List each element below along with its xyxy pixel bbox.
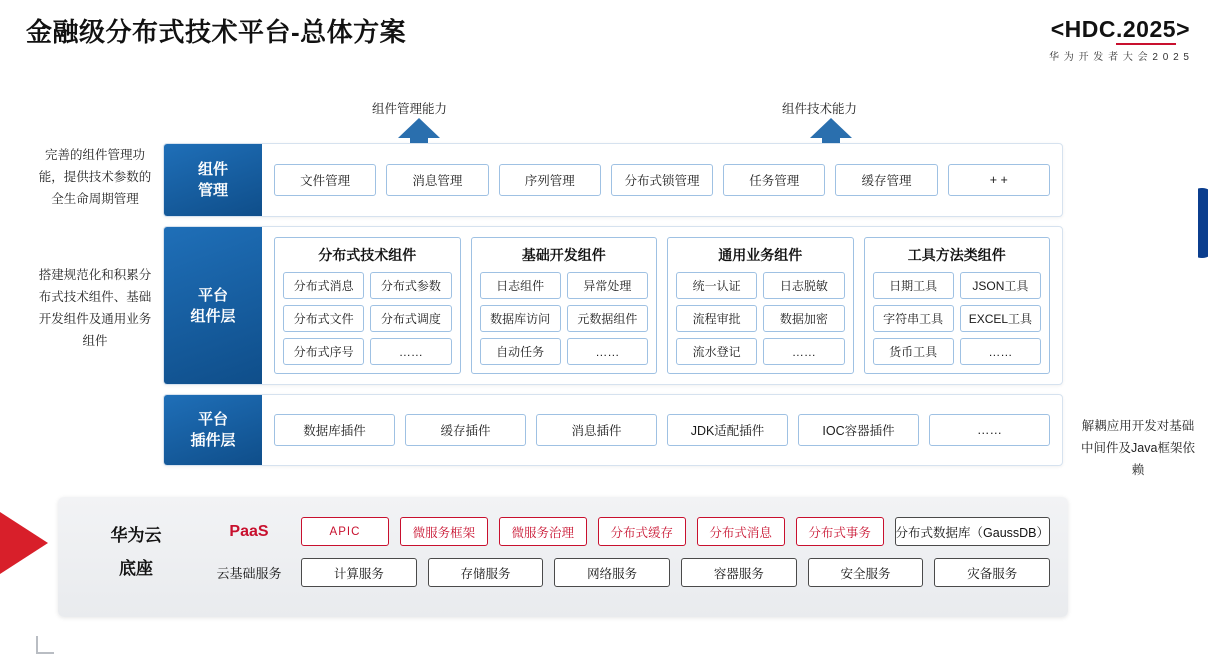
cell-more[interactable]: …… [763,338,844,365]
chip-cache-plugin[interactable]: 缓存插件 [405,414,526,446]
group-title: 通用业务组件 [718,247,803,263]
group-grid [676,272,845,365]
chip-task-management[interactable]: 任务管理 [723,164,825,196]
footer-corner-mark-icon [36,636,54,654]
band-platform-plugin-layer [163,394,1063,466]
cell-string-tool[interactable]: 字符串工具 [873,305,954,332]
cell-data-encryption[interactable]: 数据加密 [763,305,844,332]
callout-label-component-technology: 组件技术能力 [782,102,858,116]
group-distributed-tech-components [274,237,461,374]
band-body-component-management [262,144,1062,216]
chip-more[interactable]: + + [948,164,1050,196]
band-label-line2: 管理 [197,182,228,199]
chip-cache-management[interactable]: 缓存管理 [835,164,937,196]
cell-more[interactable]: …… [370,338,451,365]
group-title: 分布式技术组件 [318,247,417,263]
huawei-cloud-base-title [80,519,192,585]
group-grid [873,272,1042,365]
cell-more[interactable]: …… [567,338,648,365]
paas-chip-microservice-governance[interactable]: 微服务治理 [499,517,587,546]
band-label-line2: 插件层 [190,432,236,449]
paas-chip-microservice-framework[interactable]: 微服务框架 [400,517,488,546]
group-common-business-components [667,237,854,374]
paas-chip-container-service[interactable]: 容器服务 [681,558,797,587]
cell-distributed-message[interactable]: 分布式消息 [283,272,364,299]
chip-file-management[interactable]: 文件管理 [274,164,376,196]
left-note-platform-components: 搭建规范化和积累分布式技术组件、基础开发组件及通用业务组件 [38,268,152,348]
band-body-platform-plugin-layer [262,395,1062,465]
blue-arc-mask [1158,182,1198,264]
paas-row-tag: PaaS [229,522,269,540]
paas-row-paas [208,517,1050,546]
band-label-component-management [164,144,262,216]
chip-message-plugin[interactable]: 消息插件 [536,414,657,446]
hdc-logo-year: .2025 [1116,16,1176,45]
chip-message-management[interactable]: 消息管理 [386,164,488,196]
architecture-stack [163,143,1063,475]
hdc-logo [1049,16,1190,63]
group-grid [480,272,649,365]
hdc-logo-left: <HDC [1050,16,1116,42]
cell-distributed-scheduling[interactable]: 分布式调度 [370,305,451,332]
cell-database-access[interactable]: 数据库访问 [480,305,561,332]
right-note-plugin-layer: 解耦应用开发对基础中间件及Java框架依赖 [1081,419,1195,477]
cloud-basic-services-row-tag: 云基础服务 [216,566,282,581]
cell-distributed-parameter[interactable]: 分布式参数 [370,272,451,299]
band-label-platform-plugin-layer [164,395,262,465]
component-groups [274,237,1050,374]
paas-chip-compute-service[interactable]: 计算服务 [301,558,417,587]
band-body-platform-component-layer [262,227,1062,384]
hdc-logo-main [1049,16,1190,43]
cell-unified-authentication[interactable]: 统一认证 [676,272,757,299]
huawei-cloud-base-title-line1: 华为云 [110,526,162,545]
hdc-logo-right: > [1176,16,1190,42]
chip-sequence-management[interactable]: 序列管理 [499,164,601,196]
cell-currency-tool[interactable]: 货币工具 [873,338,954,365]
cell-process-approval[interactable]: 流程审批 [676,305,757,332]
chip-more[interactable]: …… [929,414,1050,446]
cell-exception-handling[interactable]: 异常处理 [567,272,648,299]
chip-database-plugin[interactable]: 数据库插件 [274,414,395,446]
callout-label-component-management: 组件管理能力 [372,102,448,116]
cell-excel-tool[interactable]: EXCEL工具 [960,305,1041,332]
cell-metadata-component[interactable]: 元数据组件 [567,305,648,332]
band-label-line1: 组件 [197,161,228,178]
chip-row-plugin-layer [274,405,1050,455]
chip-row-component-management [274,154,1050,206]
paas-chip-distributed-transaction[interactable]: 分布式事务 [796,517,884,546]
huawei-cloud-base-title-line2: 底座 [119,559,153,578]
paas-chip-apic[interactable]: APIC [301,517,389,546]
group-title: 基础开发组件 [521,247,606,263]
cell-transaction-registration[interactable]: 流水登记 [676,338,757,365]
chip-distributed-lock-management[interactable]: 分布式锁管理 [611,164,713,196]
paas-chip-network-service[interactable]: 网络服务 [554,558,670,587]
paas-chip-distributed-message[interactable]: 分布式消息 [697,517,785,546]
huawei-cloud-base-panel [58,497,1068,617]
band-label-line1: 平台 [197,286,228,304]
band-label-line2: 组件层 [190,307,236,325]
page-title: 金融级分布式技术平台-总体方案 [26,17,407,47]
chip-jdk-adapter-plugin[interactable]: JDK适配插件 [667,414,788,446]
cell-distributed-sequence[interactable]: 分布式序号 [283,338,364,365]
band-label-line1: 平台 [197,411,228,428]
paas-chip-distributed-cache[interactable]: 分布式缓存 [598,517,686,546]
band-label-platform-component-layer [164,227,262,384]
paas-chip-distributed-database-gaussdb[interactable]: 分布式数据库（GaussDB） [895,517,1051,546]
cell-log-component[interactable]: 日志组件 [480,272,561,299]
band-component-management [163,143,1063,217]
paas-rows [208,517,1050,599]
group-grid [283,272,452,365]
cell-more[interactable]: …… [960,338,1041,365]
left-note-component-management: 完善的组件管理功能，提供技术参数的全生命周期管理 [38,148,152,206]
chip-ioc-container-plugin[interactable]: IOC容器插件 [798,414,919,446]
cell-date-tool[interactable]: 日期工具 [873,272,954,299]
paas-row-cloud-basic-services [208,558,1050,587]
paas-chip-storage-service[interactable]: 存储服务 [428,558,544,587]
band-platform-component-layer [163,226,1063,385]
hdc-logo-subtitle: 华 为 开 发 者 大 会 2 0 2 5 [1048,52,1190,63]
cell-distributed-file[interactable]: 分布式文件 [283,305,364,332]
cell-json-tool[interactable]: JSON工具 [960,272,1041,299]
cell-auto-task[interactable]: 自动任务 [480,338,561,365]
paas-chip-security-service[interactable]: 安全服务 [808,558,924,587]
group-title: 工具方法类组件 [907,247,1006,263]
paas-chip-disaster-recovery-service[interactable]: 灾备服务 [934,558,1050,587]
group-tool-method-components [864,237,1051,374]
red-triangle-pointer-icon [0,512,48,574]
cell-log-desensitization[interactable]: 日志脱敏 [763,272,844,299]
group-basic-dev-components [471,237,658,374]
